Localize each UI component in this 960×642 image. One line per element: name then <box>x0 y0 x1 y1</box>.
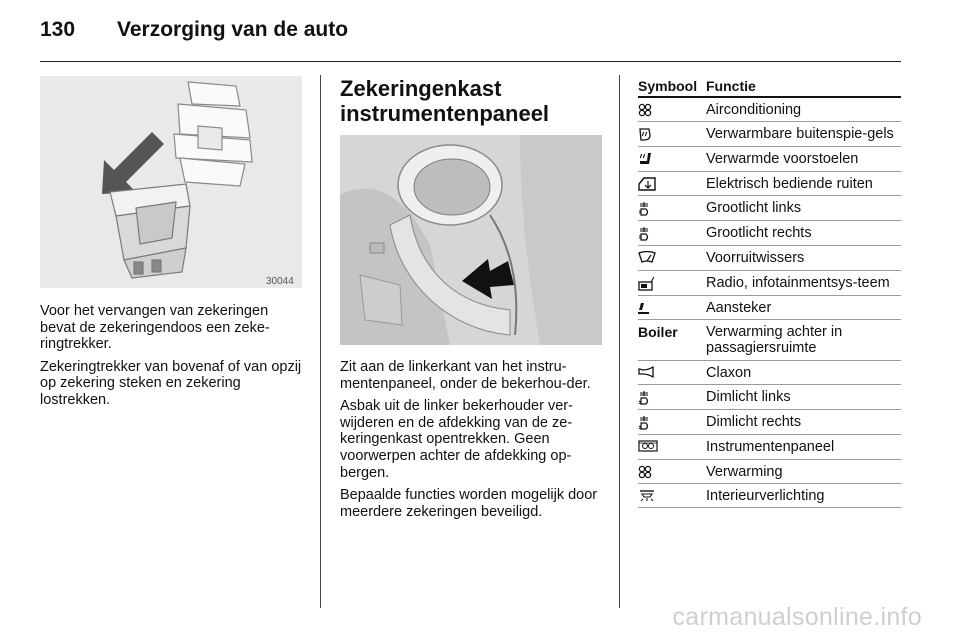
horn-icon <box>638 365 706 381</box>
table-row <box>638 410 901 435</box>
section-title: Zekeringenkast instrumentenpaneel <box>340 76 550 126</box>
text-column-2 <box>340 359 605 526</box>
cigarette-lighter-icon <box>638 300 706 316</box>
table-row <box>638 385 901 410</box>
table-row <box>638 296 901 320</box>
function-label: Dimlicht rechts <box>706 414 802 431</box>
function-label: Grootlicht links <box>706 200 802 217</box>
low-beam-right-icon <box>638 414 706 431</box>
table-row <box>638 98 901 122</box>
function-label: Radio, infotainmentsys-teem <box>706 274 890 291</box>
function-label: Instrumentenpaneel <box>706 439 835 456</box>
text-column-1 <box>40 303 305 415</box>
table-row <box>638 221 901 246</box>
table-row <box>638 460 901 484</box>
column-divider <box>320 75 321 608</box>
function-label: Elektrisch bediende ruiten <box>706 175 873 192</box>
table-row <box>638 320 901 361</box>
column-header-symbol: Symbool <box>638 78 698 94</box>
function-label: Verwarmbare buitenspie-gels <box>706 126 894 143</box>
fuse-table <box>638 78 901 508</box>
paragraph: Zit aan de linkerkant van het instru-mentenpaneel, onder de bekerhou-der. <box>340 359 591 392</box>
fan-icon <box>638 464 706 480</box>
radio-icon <box>638 275 706 292</box>
table-row <box>638 361 901 385</box>
paragraph: Bepaalde functies worden mogelijk door meerdere zekeringen beveiligd. <box>340 487 598 520</box>
table-row <box>638 122 901 147</box>
table-row <box>638 484 901 508</box>
function-label: Claxon <box>706 364 752 381</box>
table-row <box>638 435 901 459</box>
power-window-icon <box>638 176 706 192</box>
function-label: Interieurverlichting <box>706 488 825 505</box>
header-rule <box>40 61 901 62</box>
function-label: Verwarming <box>706 463 783 480</box>
paragraph: Zekeringtrekker van bovenaf of van opzij op zekering steken en zekering lostrekken. <box>40 358 302 408</box>
high-beam-right-icon <box>638 225 706 242</box>
table-row <box>638 172 901 196</box>
column-header-function: Functie <box>706 78 756 94</box>
watermark: carmanualsonline.info <box>672 603 922 631</box>
instrument-panel-icon <box>638 439 706 455</box>
table-row <box>638 196 901 221</box>
table-row <box>638 147 901 171</box>
function-label: Voorruitwissers <box>706 250 805 267</box>
function-label: Aansteker <box>706 299 772 316</box>
low-beam-left-icon <box>638 389 706 406</box>
boiler-label: Boiler <box>638 324 678 341</box>
figure-number: 30044 <box>266 276 294 287</box>
table-row <box>638 246 901 270</box>
wiper-icon <box>638 250 706 266</box>
paragraph: Asbak uit de linker bekerhouder ver-wijderen en de afdekking van de ze-keringenkast opentrekken. Geen voorwerpen achter de afdekking op-bergen. <box>340 398 573 481</box>
heated-mirror-icon <box>638 126 706 143</box>
page-number: 130 <box>40 18 76 41</box>
function-label: Verwarming achter in passagiersruimte <box>706 324 843 357</box>
table-row <box>638 271 901 296</box>
paragraph: Voor het vervangen van zekeringen bevat de zekeringendoos een zeke-ringtrekker. <box>40 303 270 353</box>
interior-light-icon <box>638 488 706 504</box>
fuse-box-location-illustration <box>340 135 602 345</box>
function-label: Airconditioning <box>706 102 802 118</box>
fan-icon <box>638 102 706 118</box>
page-header-title: Verzorging van de auto <box>117 18 349 41</box>
function-label: Grootlicht rechts <box>706 225 812 242</box>
table-header <box>638 78 901 98</box>
function-label: Dimlicht links <box>706 389 791 406</box>
heated-seat-icon <box>638 151 706 167</box>
column-divider <box>619 75 620 608</box>
fuse-puller-illustration <box>40 76 302 288</box>
high-beam-left-icon <box>638 200 706 217</box>
function-label: Verwarmde voorstoelen <box>706 151 859 168</box>
